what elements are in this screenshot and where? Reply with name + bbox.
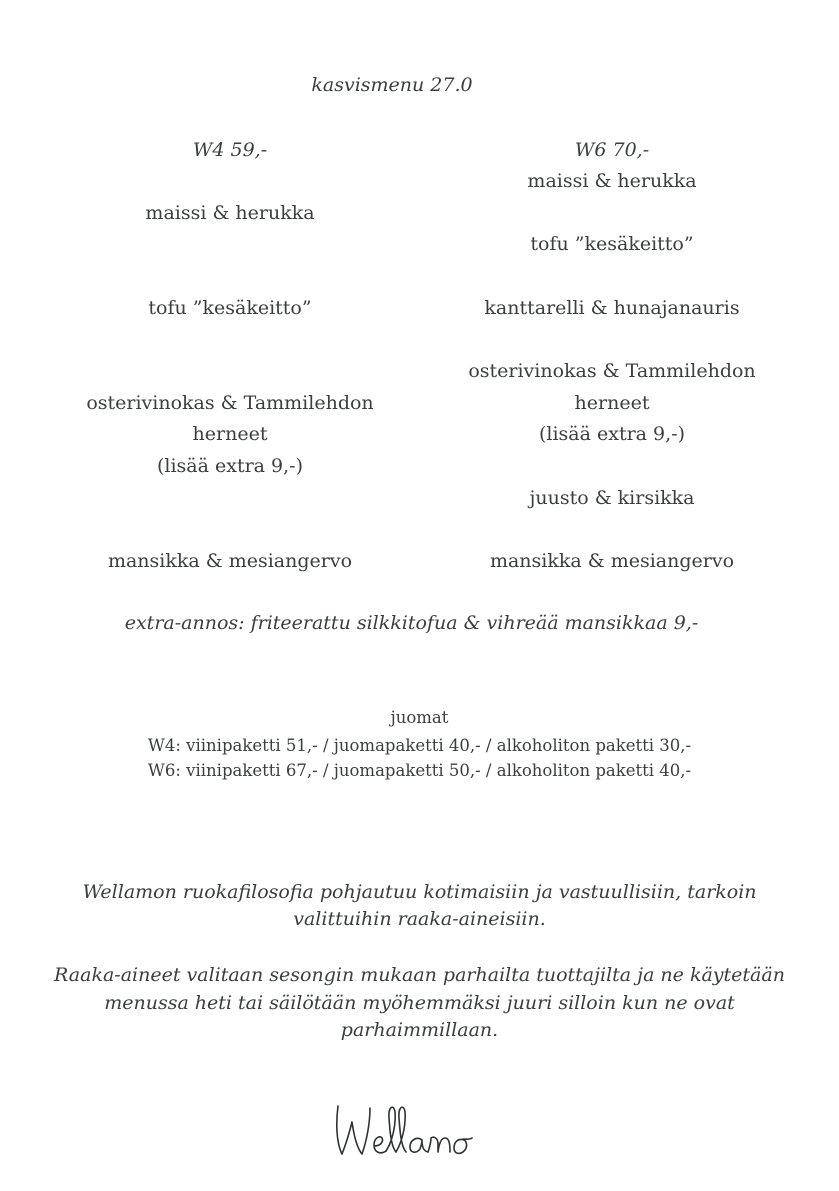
- w4-course-4: mansikka & mesiangervo: [107, 550, 353, 572]
- philosophy-line-1: Wellamon ruokafilosofia pohjautuu kotimaisiin ja vastuullisiin, tarkoin: [82, 881, 757, 903]
- w6-course-1: maissi & herukka: [527, 170, 697, 192]
- w6-course-6: mansikka & mesiangervo: [489, 550, 735, 572]
- drinks-w4: W4: viinipaketti 51,- / juomapaketti 40,- / alkoholiton paketti 30,-: [147, 736, 692, 755]
- drinks-w6: W6: viinipaketti 67,- / juomapaketti 50,- / alkoholiton paketti 40,-: [147, 761, 692, 780]
- wellamo-signature-logo: [330, 1098, 510, 1164]
- menu-title: kasvismenu 27.0: [311, 74, 473, 96]
- drinks-heading: juomat: [390, 708, 449, 727]
- w4-menu-column: [80, 0, 380, 600]
- w6-course-4-line2: herneet: [574, 392, 650, 414]
- extra-course: extra-annos: friteerattu silkkitofua & vihreää mansikkaa 9,-: [124, 612, 699, 634]
- w4-heading: W4 59,-: [192, 139, 268, 161]
- w6-menu-column: [462, 0, 762, 600]
- philosophy-line-2: valittuihin raaka-aineisiin.: [293, 908, 546, 930]
- w6-heading: W6 70,-: [574, 139, 650, 161]
- w4-course-3-line2: herneet: [192, 423, 268, 445]
- w6-course-4-line1: osterivinokas & Tammilehdon: [468, 360, 756, 382]
- philosophy-line-5: parhaimmillaan.: [340, 1019, 499, 1041]
- philosophy-line-3: Raaka-aineet valitaan sesongin mukaan parhailta tuottajilta ja ne käytetään: [54, 964, 785, 986]
- w4-course-2: tofu ”kesäkeitto”: [148, 297, 312, 319]
- w4-course-3-extra: (lisää extra 9,-): [156, 455, 304, 477]
- w6-course-4-extra: (lisää extra 9,-): [538, 423, 686, 445]
- w6-course-3: kanttarelli & hunajanauris: [484, 297, 740, 319]
- w6-course-5: juusto & kirsikka: [529, 487, 695, 509]
- w4-course-1: maissi & herukka: [145, 202, 315, 224]
- w6-course-2: tofu ”kesäkeitto”: [530, 233, 694, 255]
- w4-course-3-line1: osterivinokas & Tammilehdon: [86, 392, 374, 414]
- philosophy-line-4: menussa heti tai säilötään myöhemmäksi juuri silloin kun ne ovat: [104, 992, 735, 1014]
